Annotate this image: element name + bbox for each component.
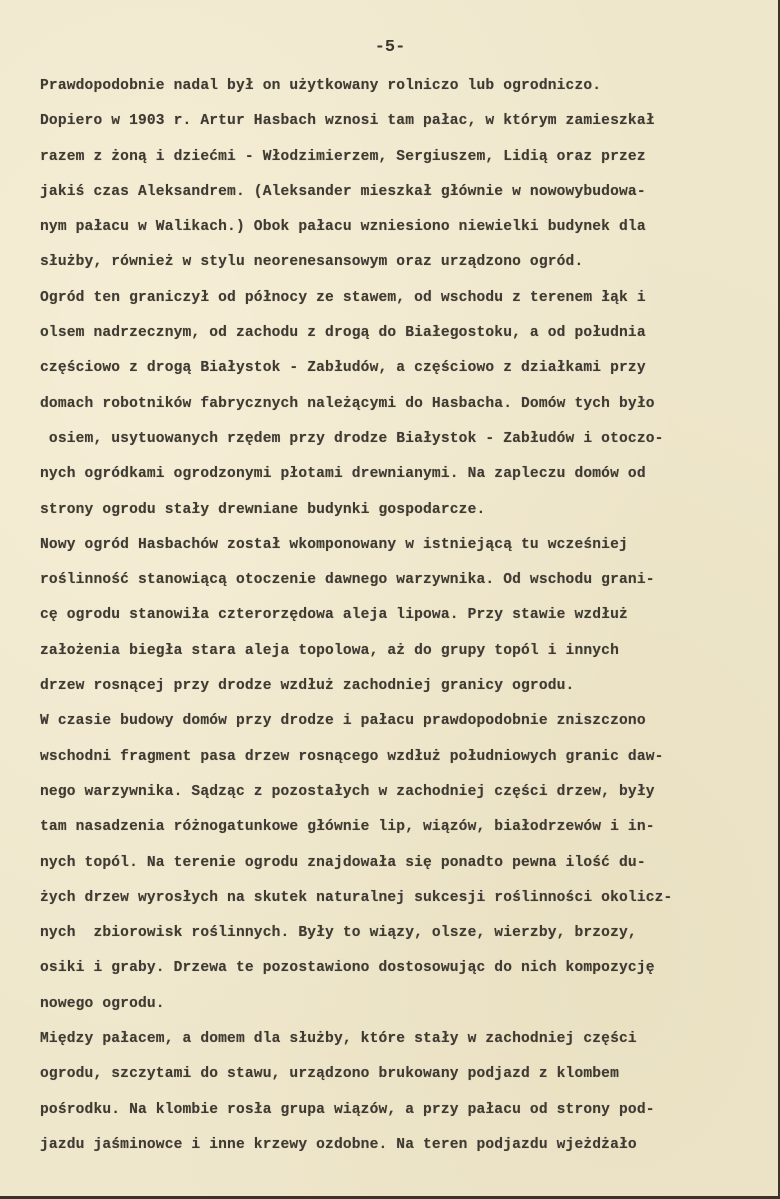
text-line: Między pałacem, a domem dla służby, które stały w zachodniej części [40,1031,637,1048]
text-line: osiem, usytuowanych rzędem przy drodze Białystok - Zabłudów i otoczo- [40,430,664,447]
text-line: Prawdopodobnie nadal był on użytkowany rolniczo lub ogrodniczo. [40,78,602,94]
text-line: olsem nadrzecznym, od zachodu z drogą do Białegostoku, a od południa [40,325,646,342]
text-line: nych zbiorowisk roślinnych. Były to wiązy, olsze, wierzby, brzozy, [40,925,637,942]
text-line: Dopiero w 1903 r. Artur Hasbach wznosi tam pałac, w którym zamieszkał [40,113,655,130]
text-line: wschodni fragment pasa drzew rosnącego wzdłuż południowych granic daw- [40,748,664,765]
text-line: jazdu jaśminowce i inne krzewy ozdobne. Na teren podjazdu wjeżdżało [40,1136,637,1153]
text-line: drzew rosnącej przy drodze wzdłuż zachodniej granicy ogrodu. [40,678,575,695]
text-line: służby, również w stylu neorenesansowym oraz urządzono ogród. [40,254,584,271]
text-line: Nowy ogród Hasbachów został wkomponowany w istniejącą tu wcześniej [40,536,628,553]
text-line: osiki i graby. Drzewa te pozostawiono dostosowując do nich kompozycję [40,960,655,977]
text-line: tam nasadzenia różnogatunkowe głównie lip, wiązów, białodrzewów i in- [40,819,655,836]
text-line: pośrodku. Na klombie rosła grupa wiązów, a przy pałacu od strony pod- [40,1101,655,1118]
text-line: nym pałacu w Walikach.) Obok pałacu wzniesiono niewielki budynek dla [40,219,646,236]
page-number: -5- [374,38,406,57]
text-line: jakiś czas Aleksandrem. (Aleksander mieszkał głównie w nowowybudowa- [40,183,646,200]
text-line: ogrodu, szczytami do stawu, urządzono brukowany podjazd z klombem [40,1066,619,1083]
text-line: nowego ogrodu. [40,995,165,1012]
text-line: nych topól. Na terenie ogrodu znajdowała się ponadto pewna ilość du- [40,854,646,871]
text-line: strony ogrodu stały drewniane budynki gospodarcze. [40,501,486,518]
text-line: częściowo z drogą Białystok - Zabłudów, a częściowo z działkami przy [40,360,646,377]
text-line: założenia biegła stara aleja topolowa, aż do grupy topól i innych [40,642,619,659]
text-line: domach robotników fabrycznych należącymi do Hasbacha. Domów tych było [40,395,655,412]
text-line: cę ogrodu stanowiła czterorzędowa aleja lipowa. Przy stawie wzdłuż [40,607,628,624]
text-line: W czasie budowy domów przy drodze i pałacu prawdopodobnie zniszczono [40,713,646,730]
text-line: nych ogródkami ogrodzonymi płotami drewnianymi. Na zapleczu domów od [40,466,646,483]
document-body [40,74,770,1168]
text-line: nego warzywnika. Sądząc z pozostałych w zachodniej części drzew, były [40,783,655,800]
text-line: żych drzew wyrosłych na skutek naturalnej sukcesji roślinności okolicz- [40,889,673,906]
text-line: razem z żoną i dziećmi - Włodzimierzem, Sergiuszem, Lidią oraz przez [40,148,646,165]
text-line: Ogród ten graniczył od północy ze stawem, od wschodu z terenem łąk i [40,289,646,306]
text-line: roślinność stanowiącą otoczenie dawnego warzywnika. Od wschodu grani- [40,572,655,589]
